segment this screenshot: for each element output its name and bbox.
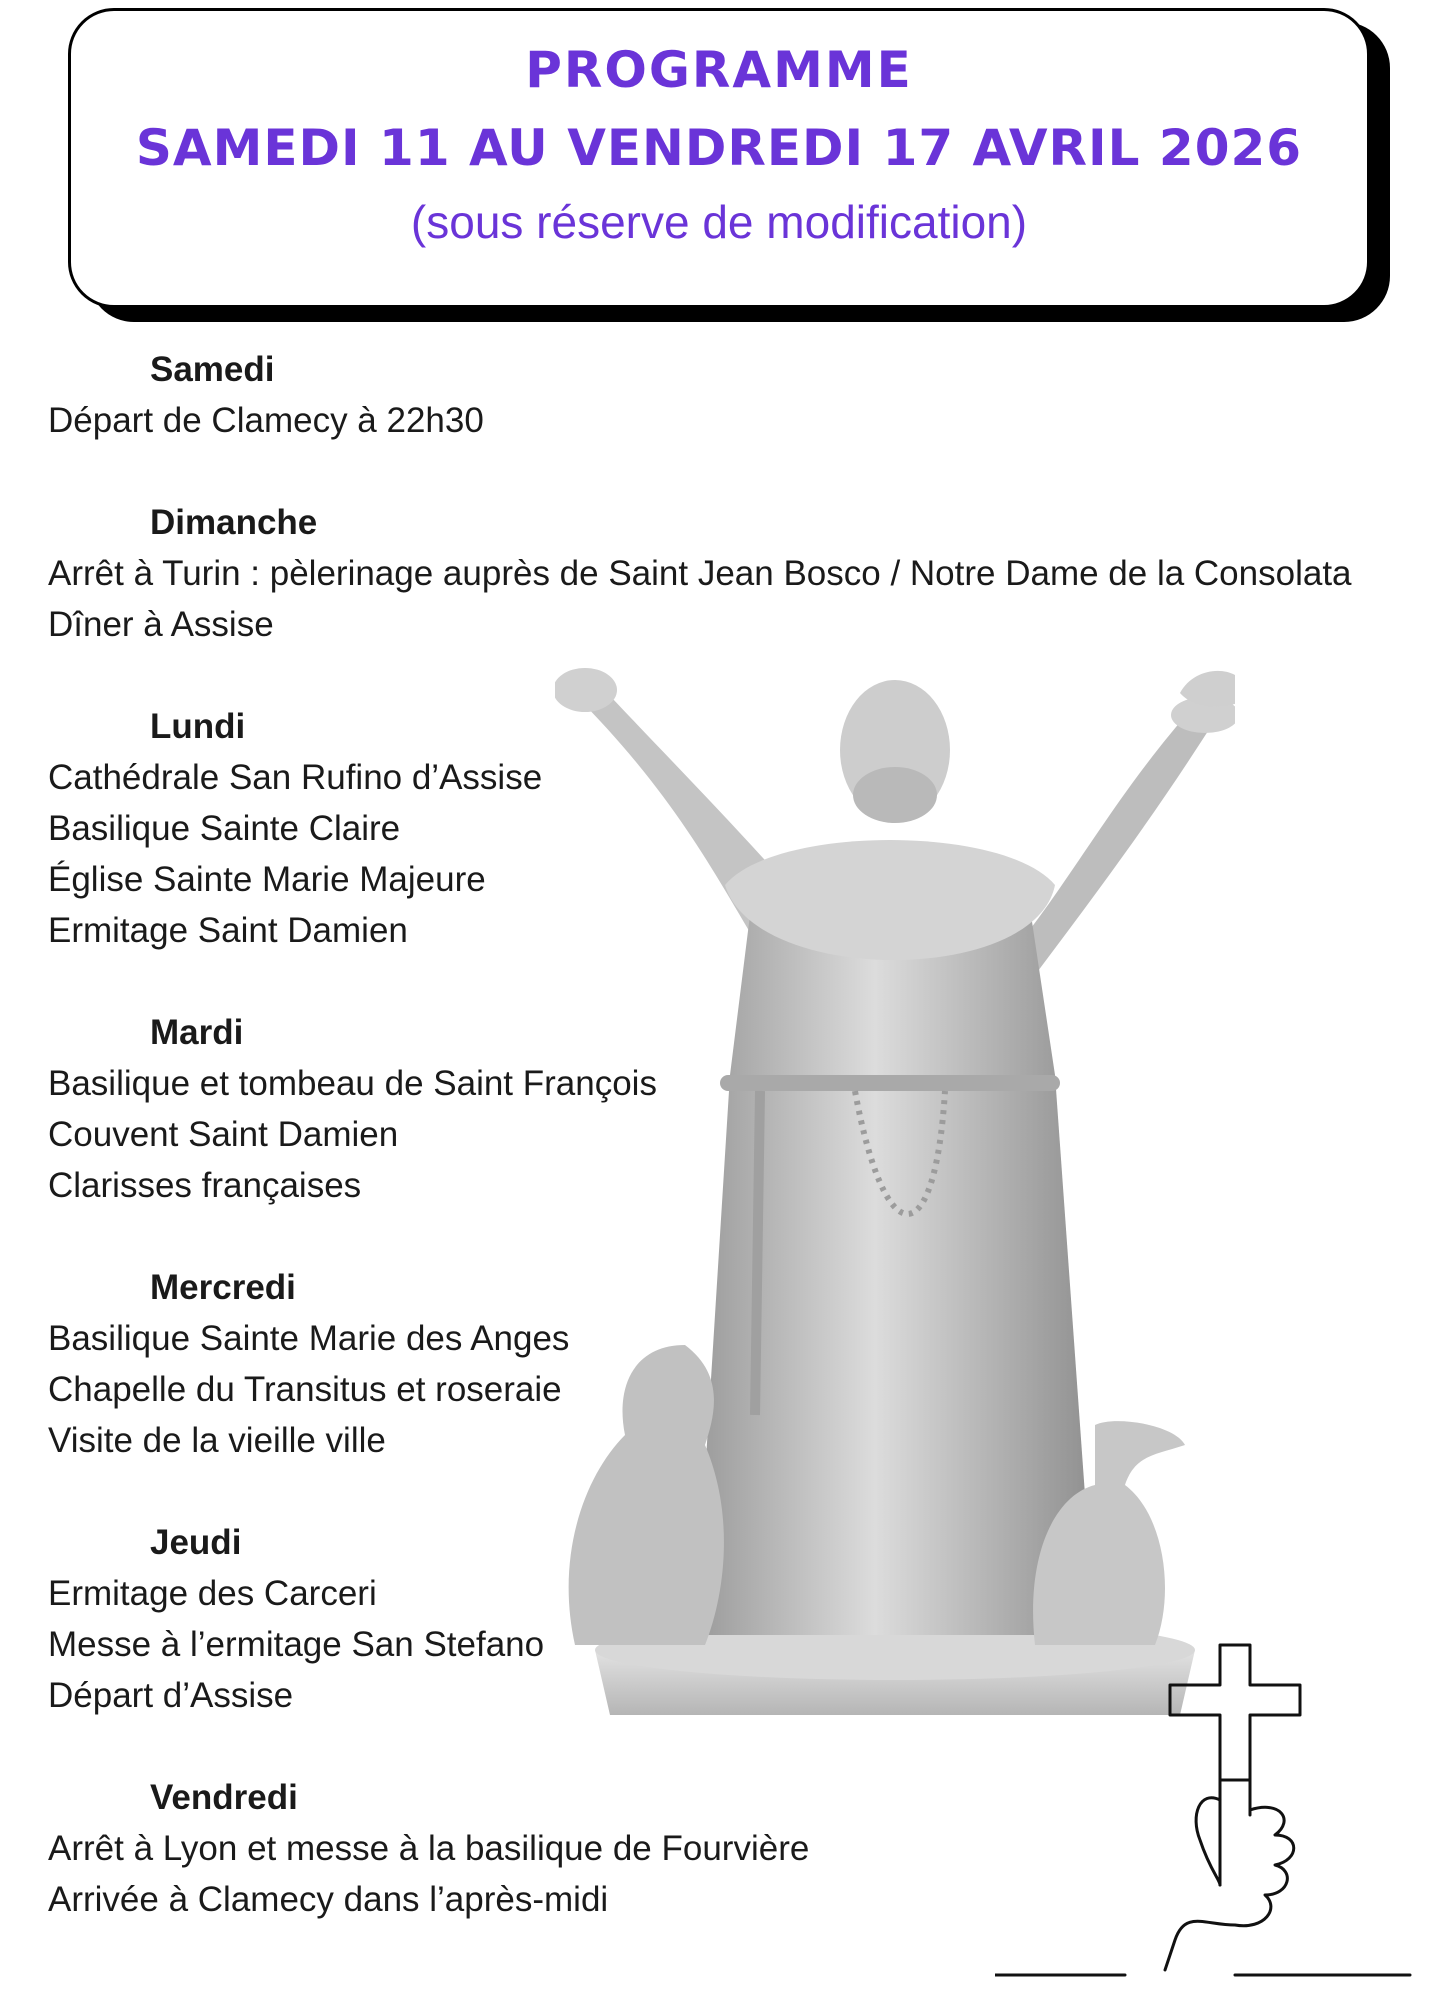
day-samedi <box>48 345 1428 446</box>
activity-item: Cathédrale San Rufino d’Assise <box>48 758 543 797</box>
activity-item: Arrivée à Clamecy dans l’après-midi <box>48 1880 609 1919</box>
programme-dates: SAMEDI 11 AU VENDREDI 17 AVRIL 2026 <box>135 119 1303 177</box>
day-name: Jeudi <box>150 1523 242 1562</box>
activity-item: Ermitage des Carceri <box>48 1574 377 1613</box>
day-name: Mardi <box>150 1013 244 1052</box>
activity-item: Église Sainte Marie Majeure <box>48 860 486 899</box>
activity-item: Dîner à Assise <box>48 605 274 644</box>
activity-item: Départ d’Assise <box>48 1676 294 1715</box>
day-name: Vendredi <box>150 1778 298 1817</box>
day-dimanche <box>48 498 1428 650</box>
activity-item: Basilique Sainte Claire <box>48 809 401 848</box>
programme-note: (sous réserve de modification) <box>410 196 1028 248</box>
activity-item: Ermitage Saint Damien <box>48 911 408 950</box>
activity-item: Départ de Clamecy à 22h30 <box>48 401 484 440</box>
activity-item: Arrêt à Lyon et messe à la basilique de Fourvière <box>48 1829 810 1868</box>
day-name: Mercredi <box>150 1268 296 1307</box>
header-box <box>68 8 1370 308</box>
activity-item: Basilique et tombeau de Saint François <box>48 1064 657 1103</box>
hand-holding-cross-icon <box>995 1640 1415 1980</box>
day-name: Samedi <box>150 350 275 389</box>
activity-item: Messe à l’ermitage San Stefano <box>48 1625 545 1664</box>
day-name: Dimanche <box>150 503 318 542</box>
programme-title: PROGRAMME <box>525 41 913 99</box>
saint-francis-statue-icon <box>555 655 1235 1735</box>
activity-item: Arrêt à Turin : pèlerinage auprès de Saint Jean Bosco / Notre Dame de la Consolata <box>48 554 1352 593</box>
activity-item: Basilique Sainte Marie des Anges <box>48 1319 570 1358</box>
activity-item: Chapelle du Transitus et roseraie <box>48 1370 562 1409</box>
activity-item: Clarisses françaises <box>48 1166 362 1205</box>
day-name: Lundi <box>150 707 246 746</box>
activity-item: Couvent Saint Damien <box>48 1115 399 1154</box>
activity-item: Visite de la vieille ville <box>48 1421 386 1460</box>
